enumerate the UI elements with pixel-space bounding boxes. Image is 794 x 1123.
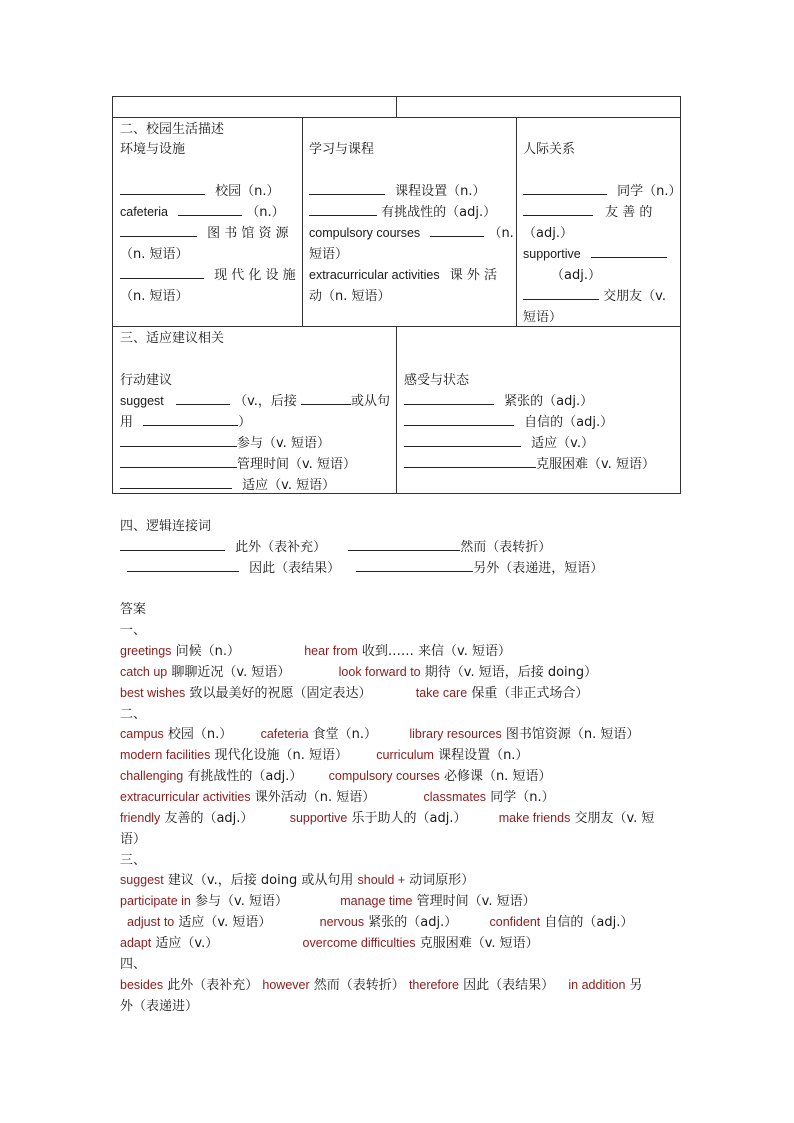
answer-row: challenging 有挑战性的（adj.） compulsory courses 必修课（n. 短语） <box>120 769 552 784</box>
table-border <box>396 96 397 118</box>
answer-blank[interactable] <box>120 181 205 195</box>
vocab-item: 校园（n.） <box>120 181 280 202</box>
answers-heading: 四、 <box>120 957 147 972</box>
answer-row: best wishes 致以最美好的祝愿（固定表达） take care 保重（非正式场合） <box>120 686 589 701</box>
answer-row: adjust to 适应（v. 短语） nervous 紧张的（adj.） confident 自信的（adj.） <box>127 915 634 930</box>
column-heading: 环境与设施 <box>120 142 186 157</box>
section-title: 二、校园生活描述 <box>120 122 225 137</box>
vocab-item: 适应（v.） <box>404 433 594 454</box>
answer-blank[interactable] <box>143 412 238 426</box>
vocab-item: supportive <box>523 244 667 265</box>
vocab-note: 短语） <box>309 247 349 262</box>
answer-row: besides 此外（表补充） however 然而（表转折） therefore 因此（表结果） in addition 另 <box>120 978 643 993</box>
column-heading: 学习与课程 <box>309 142 375 157</box>
vocab-item: 图 书 馆 资 源 <box>120 223 289 244</box>
answer-row: 外（表递进） <box>120 999 199 1014</box>
answer-blank[interactable] <box>356 558 473 572</box>
answer-blank[interactable] <box>120 223 197 237</box>
vocab-item: 紧张的（adj.） <box>404 391 593 412</box>
vocab-item: 参与（v. 短语） <box>120 433 330 454</box>
table-border <box>680 96 681 494</box>
answer-row: catch up 聊聊近况（v. 短语） look forward to 期待（v. 短语，后接 doing） <box>120 665 598 680</box>
answer-blank[interactable] <box>523 181 607 195</box>
column-heading: 人际关系 <box>523 142 576 157</box>
answers-heading: 三、 <box>120 853 147 868</box>
answer-row: campus 校园（n.） cafeteria 食堂（n.） library resources 图书馆资源（n. 短语） <box>120 727 640 742</box>
answer-blank[interactable] <box>309 202 377 216</box>
vocab-item: 自信的（adj.） <box>404 412 613 433</box>
vocab-note: （n. 短语） <box>120 247 189 262</box>
answer-blank[interactable] <box>309 181 385 195</box>
vocab-item: 此外（表补充） 然而（表转折） <box>120 537 551 558</box>
answer-blank[interactable] <box>301 391 351 405</box>
answer-blank[interactable] <box>591 244 667 258</box>
answer-row: extracurricular activities 课外活动（n. 短语） classmates 同学（n.） <box>120 790 555 805</box>
answer-row: modern facilities 现代化设施（n. 短语） curriculum 课程设置（n.） <box>120 748 529 763</box>
vocab-note: 动（n. 短语） <box>309 289 391 304</box>
section-title: 四、逻辑连接词 <box>120 519 212 534</box>
answer-blank[interactable] <box>404 454 536 468</box>
answer-row: participate in 参与（v. 短语） manage time 管理时间（v. 短语） <box>120 894 536 909</box>
vocab-item: compulsory courses （n. <box>309 223 514 244</box>
answer-blank[interactable] <box>523 286 599 300</box>
answer-blank[interactable] <box>404 433 521 447</box>
vocab-item: suggest （v.，后接 或从句 <box>120 391 390 412</box>
answer-row: greetings 问候（n.） hear from 收到…… 来信（v. 短语） <box>120 644 511 659</box>
vocab-item: 管理时间（v. 短语） <box>120 454 356 475</box>
section-title: 三、适应建议相关 <box>120 331 225 346</box>
vocab-item: 因此（表结果） 另外（表递进，短语） <box>127 558 603 579</box>
answer-blank[interactable] <box>120 265 204 279</box>
answer-blank[interactable] <box>127 558 239 572</box>
vocab-item: extracurricular activities 课 外 活 <box>309 268 497 283</box>
answer-blank[interactable] <box>523 202 593 216</box>
table-border <box>396 326 397 494</box>
vocab-item: 克服困难（v. 短语） <box>404 454 655 475</box>
answer-blank[interactable] <box>348 537 460 551</box>
table-border <box>516 117 517 327</box>
answer-blank[interactable] <box>178 202 242 216</box>
vocab-note: （adj.） <box>523 226 573 241</box>
vocab-note: （adj.） <box>551 268 601 283</box>
answer-blank[interactable] <box>176 391 230 405</box>
answer-blank[interactable] <box>120 475 232 489</box>
vocab-note: （n. 短语） <box>120 289 189 304</box>
answers-heading: 二、 <box>120 707 147 722</box>
answers-title: 答案 <box>120 602 147 617</box>
answer-blank[interactable] <box>120 454 237 468</box>
answer-blank[interactable] <box>404 391 494 405</box>
vocab-item: 适应（v. 短语） <box>120 475 335 496</box>
vocab-item: 现 代 化 设 施 <box>120 265 296 286</box>
table-border <box>302 117 303 327</box>
answer-blank[interactable] <box>120 537 225 551</box>
table-border <box>112 96 113 494</box>
answer-row: adapt 适应（v.） overcome difficulties 克服困难（v. 短语） <box>120 936 539 951</box>
column-heading: 行动建议 <box>120 373 173 388</box>
answer-row: 语） <box>120 832 147 847</box>
answer-row: suggest 建议（v.，后接 doing 或从句用 should + 动词原形） <box>120 873 475 888</box>
vocab-item: 有挑战性的（adj.） <box>309 202 496 223</box>
column-heading: 感受与状态 <box>404 373 470 388</box>
answer-blank[interactable] <box>120 433 237 447</box>
vocab-item: 交朋友（v. <box>523 286 666 307</box>
answer-blank[interactable] <box>430 223 484 237</box>
vocab-item: 课程设置（n.） <box>309 181 486 202</box>
vocab-item: cafeteria （n.） <box>120 202 285 223</box>
vocab-item: 友 善 的 <box>523 202 652 223</box>
vocab-item: 同学（n.） <box>523 181 682 202</box>
answers-heading: 一、 <box>120 623 147 638</box>
vocab-note: 短语） <box>523 310 563 325</box>
vocab-item: 用 ） <box>120 412 251 433</box>
answer-blank[interactable] <box>404 412 514 426</box>
answer-row: friendly 友善的（adj.） supportive 乐于助人的（adj.） make friends 交朋友（v. 短 <box>120 811 655 826</box>
